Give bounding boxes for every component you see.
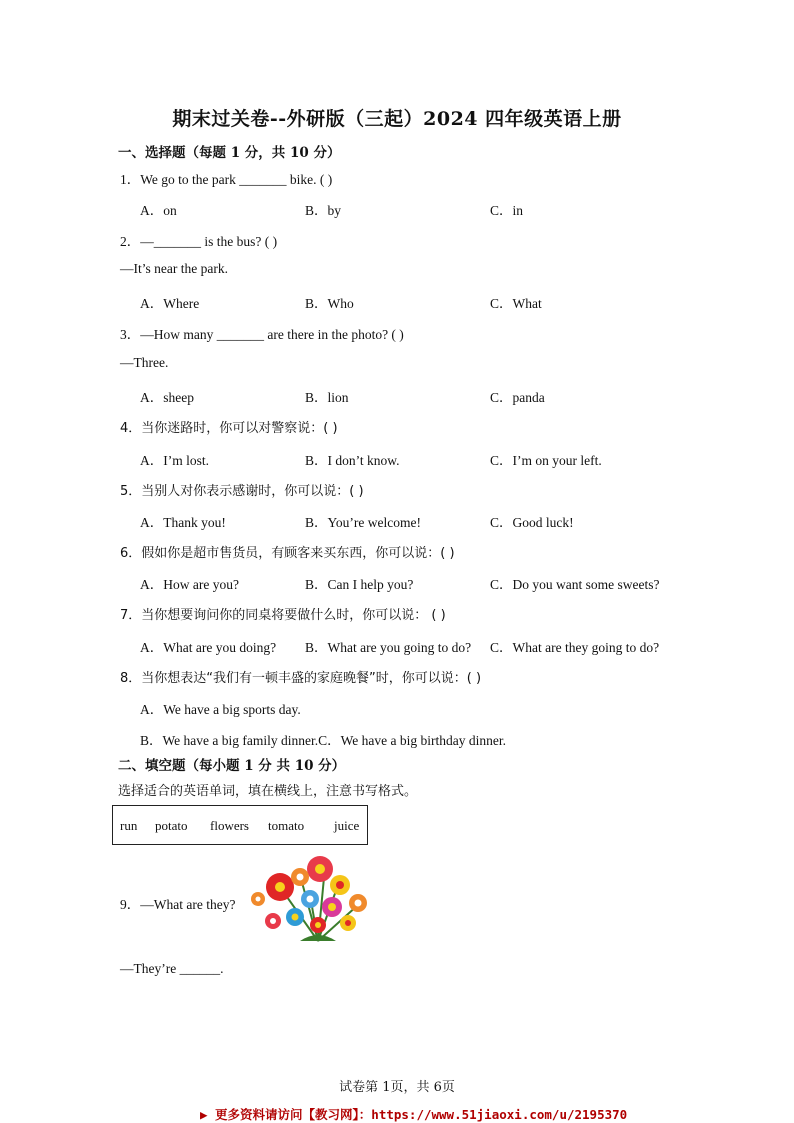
question-3-option-a: A．sheep — [140, 390, 194, 405]
page-footer: 试卷第 1页，共 6页 — [339, 1080, 455, 1095]
word-bank-item: run — [120, 818, 138, 833]
question-6-option-a: A．How are you? — [140, 577, 239, 592]
question-3-option-b: B．lion — [305, 390, 349, 405]
question-3-reply: —Three. — [120, 355, 169, 370]
word-bank — [112, 805, 368, 845]
question-5-stem: 5．当别人对你表示感谢时，你可以说：( ) — [120, 484, 364, 499]
question-1-option-c: C．in — [490, 203, 524, 218]
question-7-stem: 7．当你想要询问你的同桌将要做什么时，你可以说： ( ) — [120, 608, 446, 623]
question-3-option-c: C．panda — [490, 390, 545, 405]
question-6-stem: 6．假如你是超市售货员，有顾客来买东西，你可以说：( ) — [120, 546, 455, 561]
question-8-option-a: A．We have a big sports day. — [140, 702, 301, 717]
question-5-option-b: B．You’re welcome! — [305, 515, 421, 530]
flowers-image — [240, 855, 370, 945]
question-1-option-a: A．on — [140, 203, 177, 218]
page-title: 期末过关卷--外研版（三起）2024 四年级英语上册 — [172, 108, 622, 130]
section-1-heading: 一、选择题（每题 1 分，共 10 分） — [118, 145, 341, 161]
question-7-option-c: C．What are they going to do? — [490, 640, 660, 655]
question-6-option-c: C．Do you want some sweets? — [490, 577, 660, 592]
question-9-stem: 9．—What are they? — [120, 897, 236, 912]
question-2-reply: —It’s near the park. — [120, 261, 228, 276]
question-4-option-b: B．I don’t know. — [305, 453, 400, 468]
question-6-option-b: B．Can I help you? — [305, 577, 414, 592]
question-9-reply: —They’re ______. — [120, 961, 224, 976]
question-7-option-b: B．What are you going to do? — [305, 640, 472, 655]
question-5-option-c: C．Good luck! — [490, 515, 574, 530]
question-4-stem: 4．当你迷路时，你可以对警察说：( ) — [120, 421, 338, 436]
question-1-option-b: B．by — [305, 203, 342, 218]
question-2-option-a: A．Where — [140, 296, 200, 311]
section-2-instruction: 选择适合的英语单词，填在横线上，注意书写格式。 — [118, 784, 418, 799]
question-4-option-a: A．I’m lost. — [140, 453, 209, 468]
question-2-stem: 2．—_______ is the bus? ( ) — [120, 234, 278, 249]
word-bank-item: flowers — [210, 818, 249, 833]
question-7-option-a: A．What are you doing? — [140, 640, 277, 655]
word-bank-item: tomato — [268, 818, 305, 833]
question-4-option-c: C．I’m on your left. — [490, 453, 602, 468]
section-2-heading: 二、填空题（每小题 1 分 共 10 分） — [118, 758, 346, 774]
question-8-option-b-c: B．We have a big family dinner.C．We have a big birthday dinner. — [140, 733, 506, 748]
word-bank-item: juice — [334, 818, 360, 833]
word-bank-item: potato — [155, 818, 188, 833]
question-3-stem: 3．—How many _______ are there in the photo? ( ) — [120, 327, 404, 342]
question-8-stem: 8．当你想表达“我们有一顿丰盛的家庭晚餐”时，你可以说：( ) — [120, 671, 482, 686]
question-2-option-c: C．What — [490, 296, 542, 311]
resource-link[interactable]: ▶ 更多资料请访问【教习网】：https://www.51jiaoxi.com/u/2195370 — [200, 1107, 628, 1122]
question-2-option-b: B．Who — [305, 296, 354, 311]
question-5-option-a: A．Thank you! — [140, 515, 226, 530]
question-1-stem: 1．We go to the park _______ bike. ( ) — [120, 172, 333, 187]
